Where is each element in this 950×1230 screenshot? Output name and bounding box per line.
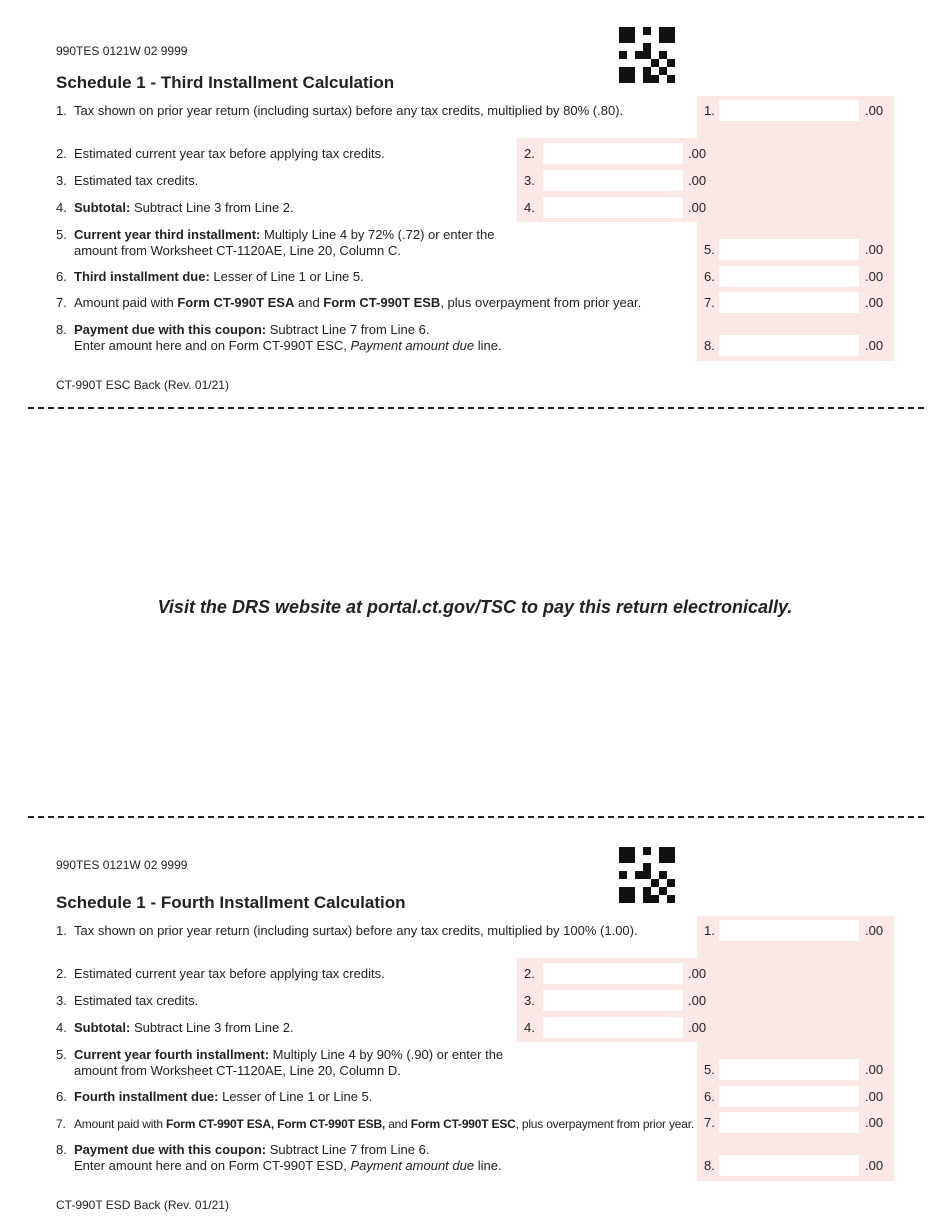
cents-label: .00: [688, 993, 707, 1008]
schedule-title: Schedule 1 - Third Installment Calculation: [56, 73, 395, 92]
field-label: 8.: [704, 1158, 715, 1173]
cents-label: .00: [688, 1020, 707, 1035]
line-1-amount-field[interactable]: [719, 100, 859, 121]
line-4-amount-field[interactable]: [543, 197, 683, 218]
line-6-amount-field[interactable]: [719, 266, 859, 287]
form-code: 990TES 0121W 02 9999: [56, 44, 188, 58]
cents-label: .00: [688, 173, 707, 188]
cents-label: .00: [865, 338, 884, 353]
line-7: 7. Amount paid with Form CT-990T ESA, Form CT-990T ESB, and Form CT-990T ESC, plus overpayment from prior year.: [56, 1117, 695, 1131]
cents-label: .00: [688, 200, 707, 215]
line-4: 4. Subtotal: Subtract Line 3 from Line 2.: [56, 200, 294, 215]
line-5: 5. Current year fourth installment: Multiply Line 4 by 90% (.90) or enter the amount from Worksheet CT-1120AE, Line 20, Column D.: [56, 1047, 504, 1078]
field-label: 5.: [704, 1062, 715, 1077]
line-5-amount-field[interactable]: [719, 1059, 859, 1080]
qr-code-icon: [619, 27, 675, 83]
cents-label: .00: [688, 146, 707, 161]
line-6-amount-field[interactable]: [719, 1086, 859, 1107]
form-code: 990TES 0121W 02 9999: [56, 858, 188, 872]
line-8-amount-field[interactable]: [719, 335, 859, 356]
line-8-amount-field[interactable]: [719, 1155, 859, 1176]
qr-code-icon: [619, 847, 675, 903]
cents-label: .00: [865, 103, 884, 118]
schedule-title: Schedule 1 - Fourth Installment Calculation: [56, 893, 406, 912]
field-label: 2.: [524, 146, 535, 161]
line-5-amount-field[interactable]: [719, 239, 859, 260]
field-label: 5.: [704, 242, 715, 257]
cut-line: [28, 816, 924, 818]
line-3-amount-field[interactable]: [543, 990, 683, 1011]
line-6: 6. Fourth installment due: Lesser of Line 1 or Line 5.: [56, 1089, 373, 1104]
line-2-amount-field[interactable]: [543, 963, 683, 984]
line-1: 1. Tax shown on prior year return (including surtax) before any tax credits, multiplied by 80% (.80).: [56, 103, 624, 118]
line-7: 7. Amount paid with Form CT-990T ESA and Form CT-990T ESB, plus overpayment from prior year.: [56, 295, 642, 310]
cents-label: .00: [865, 1089, 884, 1104]
field-label: 4.: [524, 200, 535, 215]
field-label: 1.: [704, 923, 715, 938]
line-1-amount-field[interactable]: [719, 920, 859, 941]
line-5: 5. Current year third installment: Multiply Line 4 by 72% (.72) or enter the amount from Worksheet CT-1120AE, Line 20, Column C.: [56, 227, 495, 258]
cents-label: .00: [865, 295, 884, 310]
line-3-amount-field[interactable]: [543, 170, 683, 191]
line-4: 4. Subtotal: Subtract Line 3 from Line 2.: [56, 1020, 294, 1035]
cut-line: [28, 407, 924, 409]
line-8: 8. Payment due with this coupon: Subtract Line 7 from Line 6. Enter amount here and on Form CT-990T ESC, Payment amount due line.: [56, 322, 502, 353]
line-1: 1. Tax shown on prior year return (including surtax) before any tax credits, multiplied by 100% (1.00).: [56, 923, 638, 938]
field-label: 7.: [704, 1115, 715, 1130]
line-7-amount-field[interactable]: [719, 292, 859, 313]
line-4-amount-field[interactable]: [543, 1017, 683, 1038]
field-label: 7.: [704, 295, 715, 310]
form-footer: CT-990T ESC Back (Rev. 01/21): [56, 378, 229, 392]
field-label: 6.: [704, 269, 715, 284]
field-label: 1.: [704, 103, 715, 118]
line-6: 6. Third installment due: Lesser of Line 1 or Line 5.: [56, 269, 364, 284]
cents-label: .00: [688, 966, 707, 981]
website-notice: Visit the DRS website at portal.ct.gov/TSC to pay this return electronically.: [157, 597, 793, 617]
cents-label: .00: [865, 1062, 884, 1077]
cents-label: .00: [865, 923, 884, 938]
right-column-bg: [697, 96, 894, 361]
line-2-amount-field[interactable]: [543, 143, 683, 164]
right-column-bg: [697, 916, 894, 1181]
line-2: 2. Estimated current year tax before applying tax credits.: [56, 146, 385, 161]
field-label: 3.: [524, 173, 535, 188]
field-label: 4.: [524, 1020, 535, 1035]
cents-label: .00: [865, 1115, 884, 1130]
field-label: 8.: [704, 338, 715, 353]
cents-label: .00: [865, 242, 884, 257]
line-8: 8. Payment due with this coupon: Subtract Line 7 from Line 6. Enter amount here and on Form CT-990T ESD, Payment amount due line.: [56, 1142, 502, 1173]
line-2: 2. Estimated current year tax before applying tax credits.: [56, 966, 385, 981]
form-footer: CT-990T ESD Back (Rev. 01/21): [56, 1198, 229, 1212]
line-3: 3. Estimated tax credits.: [56, 173, 199, 188]
cents-label: .00: [865, 269, 884, 284]
field-label: 2.: [524, 966, 535, 981]
cents-label: .00: [865, 1158, 884, 1173]
line-7-amount-field[interactable]: [719, 1112, 859, 1133]
line-3: 3. Estimated tax credits.: [56, 993, 199, 1008]
field-label: 6.: [704, 1089, 715, 1104]
field-label: 3.: [524, 993, 535, 1008]
